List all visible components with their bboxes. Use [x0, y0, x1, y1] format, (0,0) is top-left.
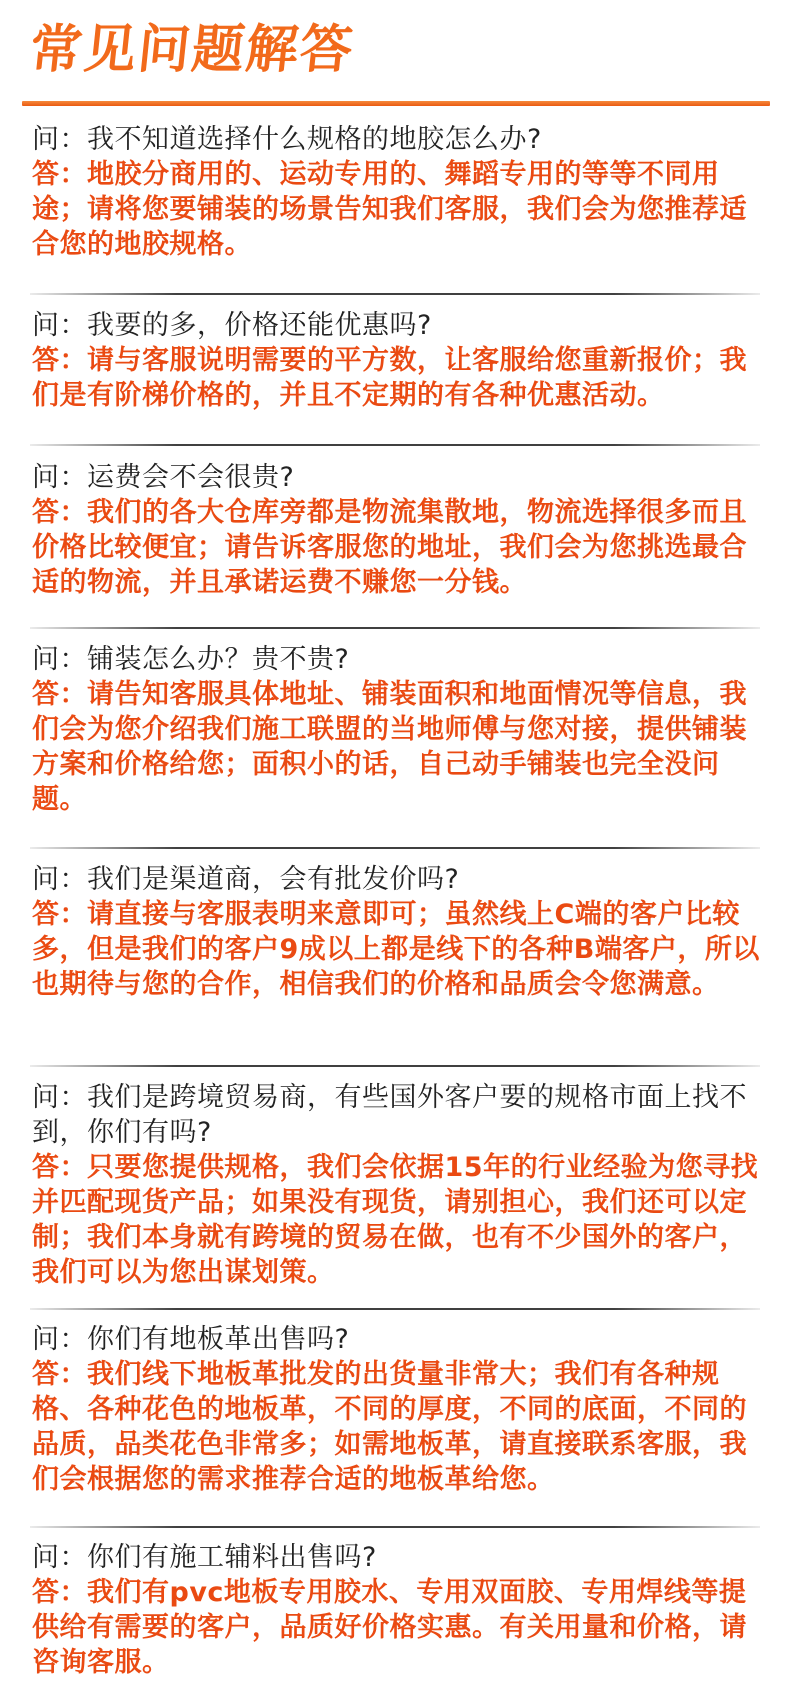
page-title: 常见问题解答 — [26, 20, 358, 80]
faq-divider — [30, 1065, 760, 1067]
faq-question: 问：你们有地板革出售吗? — [32, 1324, 350, 1355]
faq-question: 问：你们有施工辅料出售吗? — [32, 1542, 377, 1573]
faq-answer: 答：我们线下地板革批发的出货量非常大；我们有各种规格、各种花色的地板革，不同的厚度，不同的底面，不同的品质，品类花色非常多；如需地板革，请直接联系客服，我们会根据您的需求推荐合适的地板革给您。 — [32, 1359, 747, 1495]
faq-item-1 — [32, 122, 762, 262]
faq-question: 问：我们是渠道商，会有批发价吗? — [32, 864, 460, 895]
faq-item-8 — [32, 1540, 762, 1680]
faq-question: 问：运费会不会很贵? — [32, 462, 295, 493]
faq-item-4 — [32, 642, 762, 817]
faq-answer: 答：我们有pvc地板专用胶水、专用双面胶、专用焊线等提供给有需要的客户，品质好价格实惠。有关用量和价格，请咨询客服。 — [32, 1577, 747, 1678]
faq-divider — [30, 1526, 760, 1528]
faq-divider — [30, 293, 760, 295]
faq-item-2 — [32, 308, 762, 413]
faq-item-6 — [32, 1080, 762, 1290]
faq-item-3 — [32, 460, 762, 600]
faq-divider — [30, 847, 760, 849]
title-underline — [22, 101, 770, 106]
faq-question: 问：我们是跨境贸易商，有些国外客户要的规格市面上找不到，你们有吗? — [32, 1082, 747, 1148]
faq-item-7 — [32, 1322, 762, 1497]
faq-item-5 — [32, 862, 762, 1002]
faq-question: 问：铺装怎么办？贵不贵? — [32, 644, 350, 675]
faq-answer: 答：地胶分商用的、运动专用的、舞蹈专用的等等不同用途；请将您要铺装的场景告知我们客服，我们会为您推荐适合您的地胶规格。 — [32, 159, 747, 260]
faq-answer: 答：只要您提供规格，我们会依据15年的行业经验为您寻找并匹配现货产品；如果没有现货，请别担心，我们还可以定制；我们本身就有跨境的贸易在做，也有不少国外的客户，我们可以为您出谋划策。 — [32, 1152, 759, 1288]
faq-answer: 答：请直接与客服表明来意即可；虽然线上C端的客户比较多，但是我们的客户9成以上都是线下的各种B端客户，所以也期待与您的合作，相信我们的价格和品质会令您满意。 — [32, 899, 760, 1000]
faq-answer: 答：请与客服说明需要的平方数，让客服给您重新报价；我们是有阶梯价格的，并且不定期的有各种优惠活动。 — [32, 345, 747, 411]
faq-question: 问：我不知道选择什么规格的地胶怎么办? — [32, 124, 542, 155]
faq-answer: 答：请告知客服具体地址、铺装面积和地面情况等信息，我们会为您介绍我们施工联盟的当地师傅与您对接，提供铺装方案和价格给您；面积小的话，自己动手铺装也完全没问题。 — [32, 679, 747, 815]
faq-answer: 答：我们的各大仓库旁都是物流集散地，物流选择很多而且价格比较便宜；请告诉客服您的地址，我们会为您挑选最合适的物流，并且承诺运费不赚您一分钱。 — [32, 497, 747, 598]
faq-question: 问：我要的多，价格还能优惠吗? — [32, 310, 432, 341]
faq-divider — [30, 627, 760, 629]
page-header — [0, 0, 790, 110]
faq-divider — [30, 1308, 760, 1310]
faq-divider — [30, 444, 760, 446]
